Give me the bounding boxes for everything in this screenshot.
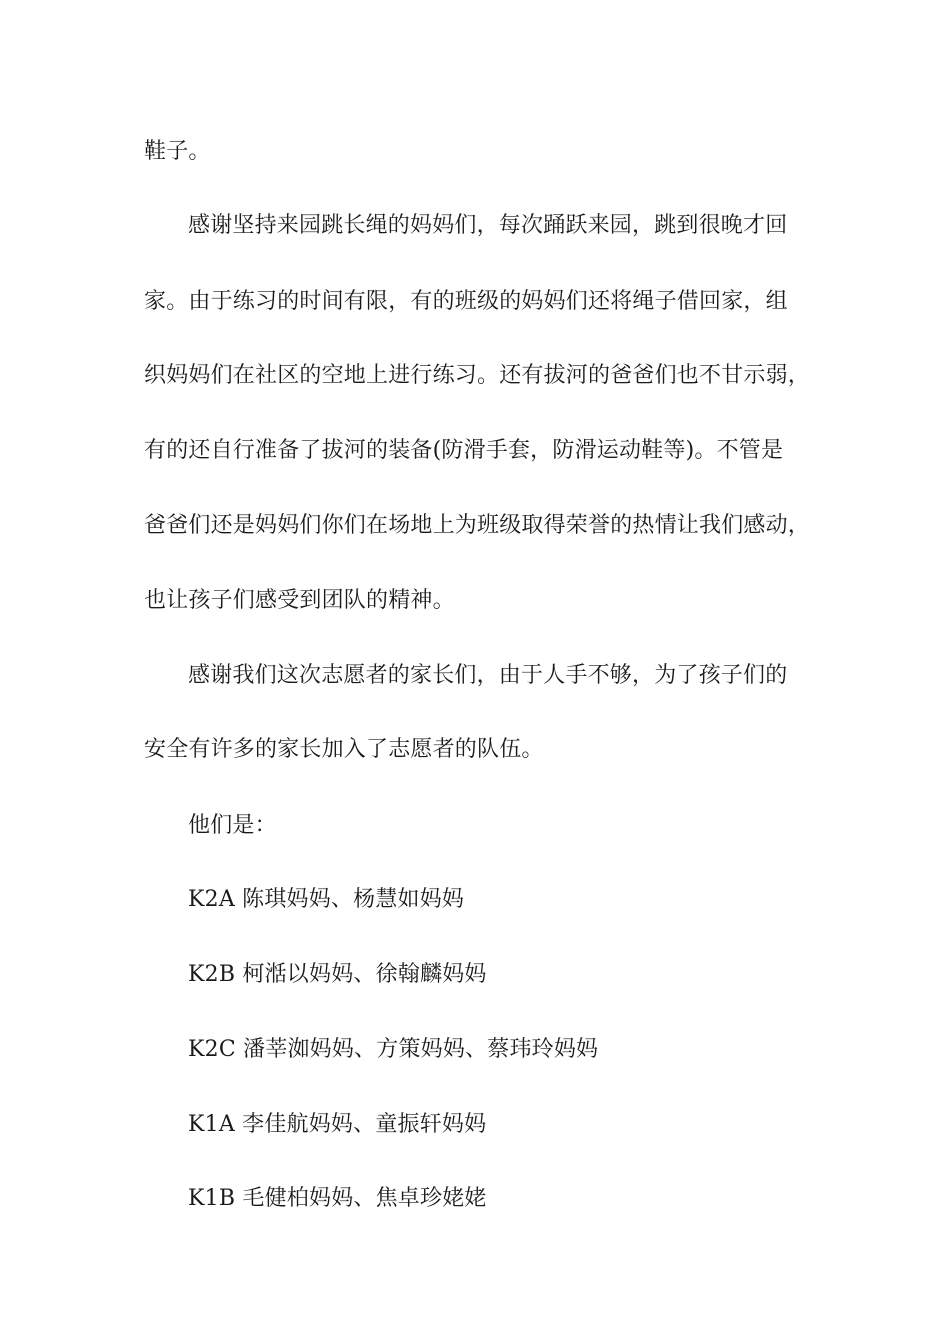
text-line: 也让孩子们感受到团队的精神。 <box>144 588 455 613</box>
text-line: 鞋子。 <box>144 139 211 164</box>
volunteer-list-item: K2A 陈琪妈妈、杨慧如妈妈 <box>188 887 465 912</box>
volunteer-list-item: K1A 李佳航妈妈、童振轩妈妈 <box>188 1112 487 1137</box>
volunteer-list-item: K2B 柯湉以妈妈、徐翰麟妈妈 <box>188 962 487 987</box>
paragraph-start: 感谢坚持来园跳长绳的妈妈们，每次踊跃来园，跳到很晚才回 <box>188 213 788 238</box>
text-line: 家。由于练习的时间有限，有的班级的妈妈们还将绳子借回家，组 <box>144 289 788 314</box>
text-line: 织妈妈们在社区的空地上进行练习。还有拔河的爸爸们也不甘示弱， <box>144 363 811 388</box>
text-line: 安全有许多的家长加入了志愿者的队伍。 <box>144 737 544 762</box>
text-line: 爸爸们还是妈妈们你们在场地上为班级取得荣誉的热情让我们感动， <box>144 513 811 538</box>
volunteer-intro: 他们是： <box>188 813 277 838</box>
volunteer-list-item: K2C 潘莘洳妈妈、方策妈妈、蔡玮玲妈妈 <box>188 1037 599 1062</box>
text-line: 有的还自行准备了拔河的装备(防滑手套，防滑运动鞋等)。不管是 <box>144 438 784 463</box>
volunteer-list-item: K1B 毛健柏妈妈、焦卓珍姥姥 <box>188 1186 487 1211</box>
paragraph-start: 感谢我们这次志愿者的家长们，由于人手不够，为了孩子们的 <box>188 663 788 688</box>
